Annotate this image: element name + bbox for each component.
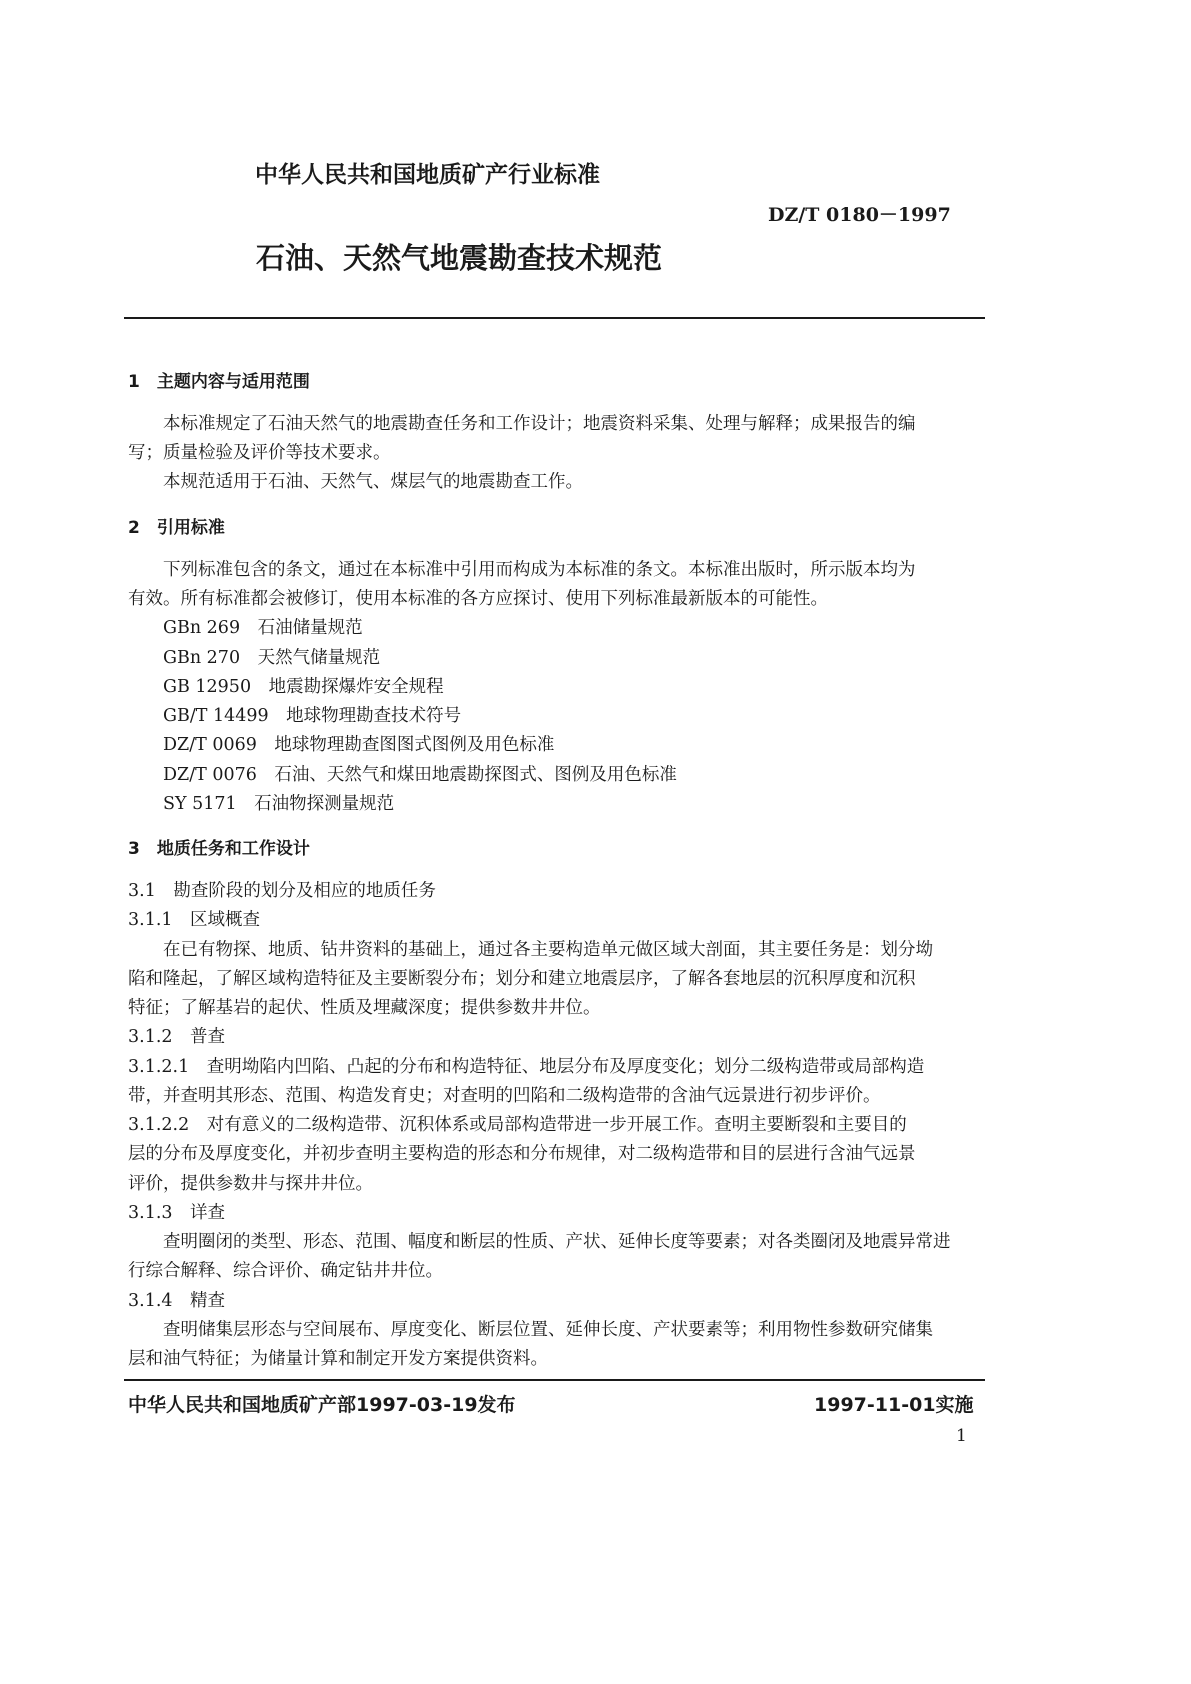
reference-item: SY 5171 石油物探测量规范 [163,794,395,814]
section-2-heading: 2 引用标准 [128,518,225,538]
section-3-1-2-1-line1: 3.1.2.1 查明坳陷内凹陷、凸起的分布和构造特征、地层分布及厚度变化；划分二级构造带或局部构造 [128,1057,925,1077]
reference-item: DZ/T 0076 石油、天然气和煤田地震勘探图式、图例及用色标准 [163,765,677,785]
header-divider [124,317,985,319]
section-3-1-3-line2: 行综合解释、综合评价、确定钻井井位。 [128,1261,443,1281]
section-3-1-2-2-line1: 3.1.2.2 对有意义的二级构造带、沉积体系或局部构造带进一步开展工作。查明主要断裂和主要目的 [128,1115,907,1135]
section-3-1-3-line1: 查明圈闭的类型、形态、范围、幅度和断层的性质、产状、延伸长度等要素；对各类圈闭及地震异常进 [163,1232,951,1252]
section-3-1-4-heading: 3.1.4 精查 [128,1291,226,1311]
section-2-p1-line2: 有效。所有标准都会被修订，使用本标准的各方应探讨、使用下列标准最新版本的可能性。 [128,589,828,609]
issuer-line: 中华人民共和国地质矿产部1997-03-19发布 [128,1394,516,1416]
section-1-heading: 1 主题内容与适用范围 [128,372,310,392]
reference-item: GBn 269 石油储量规范 [163,618,363,638]
standard-category: 中华人民共和国地质矿产行业标准 [255,162,600,188]
document-title: 石油、天然气地震勘查技术规范 [256,241,663,275]
section-2-p1-line1: 下列标准包含的条文，通过在本标准中引用而构成为本标准的条文。本标准出版时，所示版本均为 [163,560,916,580]
section-1-p1-line1: 本标准规定了石油天然气的地震勘查任务和工作设计；地震资料采集、处理与解释；成果报告的编 [163,414,916,434]
section-3-1-4-line2: 层和油气特征；为储量计算和制定开发方案提供资料。 [128,1349,548,1369]
section-3-1-2-1-line2: 带，并查明其形态、范围、构造发育史；对查明的凹陷和二级构造带的含油气远景进行初步评价。 [128,1086,881,1106]
standard-code: DZ/T 0180－1997 [768,204,951,226]
page-number: 1 [956,1426,967,1446]
reference-item: GB/T 14499 地球物理勘查技术符号 [163,706,462,726]
reference-item: GBn 270 天然气储量规范 [163,648,381,668]
footer-divider [124,1379,985,1381]
section-1-p2: 本规范适用于石油、天然气、煤层气的地震勘查工作。 [163,472,583,492]
reference-item: GB 12950 地震勘探爆炸安全规程 [163,677,444,697]
section-3-1-3-heading: 3.1.3 详查 [128,1203,226,1223]
section-3-heading: 3 地质任务和工作设计 [128,839,310,859]
section-3-1-heading: 3.1 勘查阶段的划分及相应的地质任务 [128,881,436,901]
effective-date: 1997-11-01实施 [814,1394,974,1416]
section-3-1-1-line3: 特征；了解基岩的起伏、性质及埋藏深度；提供参数井井位。 [128,998,601,1018]
section-3-1-2-2-line3: 评价，提供参数井与探井井位。 [128,1174,373,1194]
section-3-1-2-2-line2: 层的分布及厚度变化，并初步查明主要构造的形态和分布规律，对二级构造带和目的层进行含油气远景 [128,1144,916,1164]
reference-item: DZ/T 0069 地球物理勘查图图式图例及用色标准 [163,735,555,755]
section-3-1-1-line1: 在已有物探、地质、钻井资料的基础上，通过各主要构造单元做区域大剖面，其主要任务是：划分坳 [163,940,933,960]
section-1-p1-line2: 写；质量检验及评价等技术要求。 [128,443,391,463]
section-3-1-2-heading: 3.1.2 普查 [128,1027,226,1047]
section-3-1-4-line1: 查明储集层形态与空间展布、厚度变化、断层位置、延伸长度、产状要素等；利用物性参数研究储集 [163,1320,933,1340]
section-3-1-1-line2: 陷和隆起，了解区域构造特征及主要断裂分布；划分和建立地震层序，了解各套地层的沉积厚度和沉积 [128,969,916,989]
section-3-1-1-heading: 3.1.1 区域概查 [128,910,261,930]
